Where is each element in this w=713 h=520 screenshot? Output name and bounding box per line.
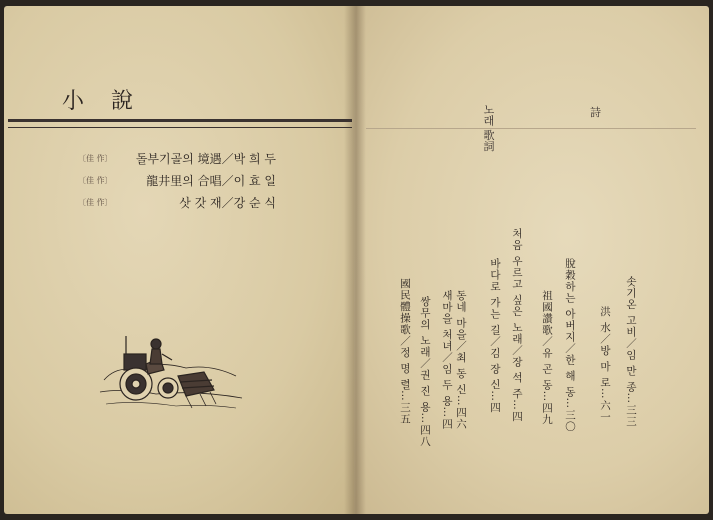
right-page: [354, 6, 709, 514]
novel-entry: [78, 172, 338, 194]
entry-work: 삿 갓 재／강 순 식: [179, 196, 276, 210]
poem-entry: 脫穀하는 아버지／한 해 동…三〇: [564, 258, 576, 433]
entry-work: 돌부기골의 境遇／박 희 두: [135, 152, 276, 166]
poem-entry: 쌍무의 노래／권 진 용…四八: [419, 296, 431, 448]
poem-entry: 洪 水／방 마 로…六一: [599, 306, 611, 423]
poem-entry: 祖國讚歌／유 곤 동…四九: [541, 290, 553, 426]
entry-genre: 〔佳 作〕: [78, 176, 113, 185]
tractor-illustration: [96, 318, 246, 418]
poem-entry: 처음 우르고 싶은 노래／장 석 주…四: [511, 228, 523, 423]
title-rule-thin: [8, 127, 352, 128]
poem-entry: 새마을 처녀／임 두 용…四: [441, 290, 453, 430]
entry-work: 龍井里의 合唱／이 효 일: [146, 174, 276, 188]
poem-entry: 國民體操歌／정 명 렬…三五: [399, 278, 411, 425]
poem-entry: 솟기온 고비／임 만 종…三三: [625, 276, 637, 428]
title-rule-thick: [8, 119, 352, 122]
entry-genre: 〔佳 作〕: [78, 198, 113, 207]
poem-entry: 바다로 가는 길／김 장 신…四: [489, 258, 501, 414]
poetry-section-title: 詩: [590, 106, 601, 119]
novel-entry: [78, 194, 338, 216]
novel-entry: [78, 150, 338, 172]
song-lyrics-subtitle: 노래 歌詞: [482, 104, 495, 152]
poem-entry: 동네 마을／최 동 신…四六: [455, 290, 467, 430]
left-page: [4, 6, 354, 514]
book-gutter: [344, 6, 366, 514]
entry-genre: 〔佳 作〕: [78, 154, 113, 163]
poetry-rule: [366, 128, 696, 129]
novel-section-title: 小 說: [62, 89, 143, 114]
novel-entry-list: [78, 150, 338, 216]
